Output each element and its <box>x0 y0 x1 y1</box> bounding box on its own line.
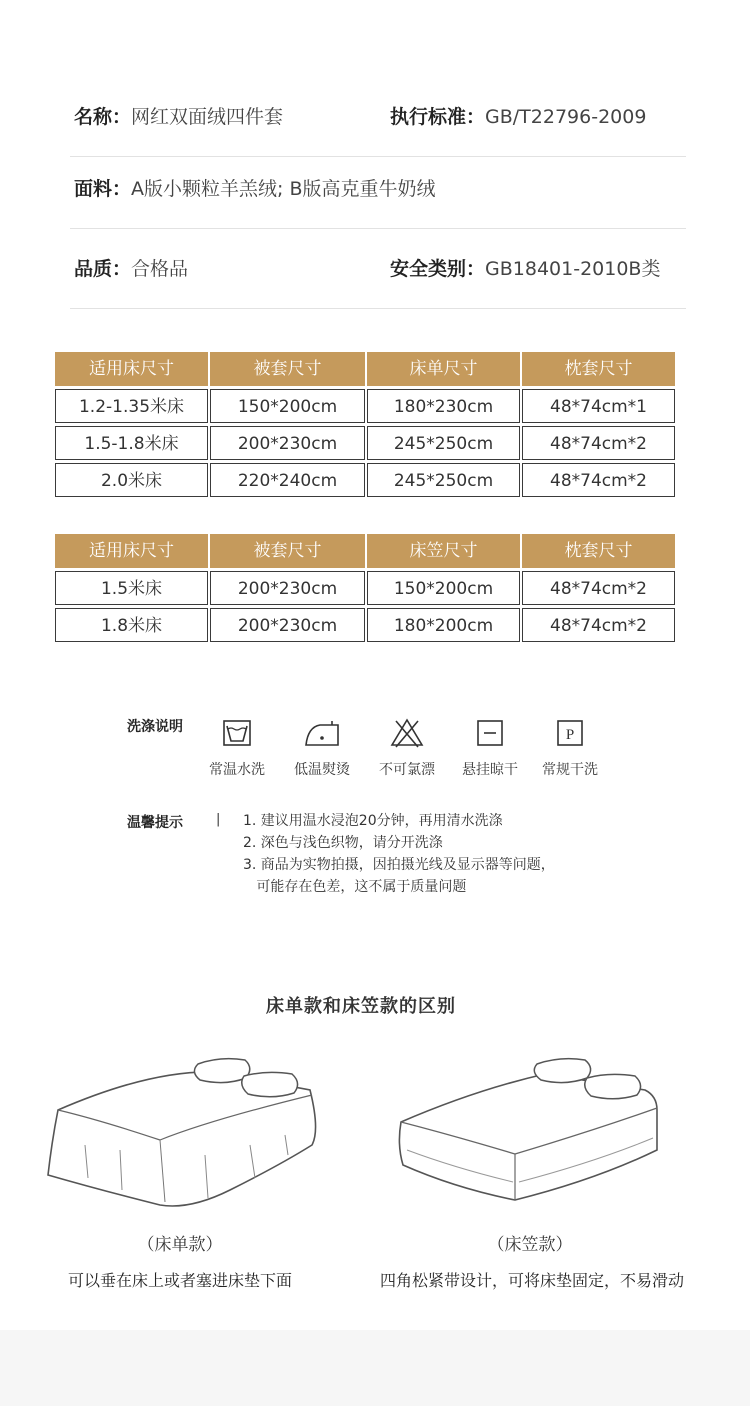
table-header-cell: 适用床尺寸 <box>55 352 208 386</box>
size-table-sheet <box>55 352 675 500</box>
tip-line: 可能存在色差，这不属于质量问题 <box>243 879 467 895</box>
table-cell: 1.8米床 <box>55 608 208 642</box>
fitted-sheet-description: 四角松紧带设计，可将床垫固定，不易滑动 <box>379 1271 684 1290</box>
name-value: 网红双面绒四件套 <box>131 106 284 128</box>
standard-value: GB/T22796-2009 <box>485 106 647 128</box>
table-cell: 1.5米床 <box>55 571 208 605</box>
table-header-cell: 枕套尺寸 <box>522 534 675 568</box>
table-row <box>55 426 675 460</box>
bottom-band <box>0 1330 750 1406</box>
difference-title: 床单款和床笠款的区别 <box>266 996 456 1017</box>
wash-item <box>197 717 277 779</box>
wash-label: 低温熨烫 <box>294 762 350 778</box>
size-table-fitted <box>55 534 675 645</box>
table-header-cell: 被套尺寸 <box>210 534 365 568</box>
table-cell: 1.2-1.35米床 <box>55 389 208 423</box>
tip-line: 1. 建议用温水浸泡20分钟，再用清水洗涤 <box>243 813 503 829</box>
standard-label: 执行标准： <box>390 106 486 128</box>
table-cell: 200*230cm <box>210 571 365 605</box>
tips-separator: | <box>216 812 221 827</box>
iron-icon <box>302 717 342 749</box>
table-cell: 180*230cm <box>367 389 520 423</box>
wash-item <box>530 717 610 779</box>
wash-tub-icon <box>221 717 253 749</box>
table-cell: 245*250cm <box>367 463 520 497</box>
table-header-cell: 床笠尺寸 <box>367 534 520 568</box>
quality-label: 品质： <box>74 258 132 280</box>
table-header-cell: 被套尺寸 <box>210 352 365 386</box>
no-bleach-icon <box>389 717 425 749</box>
wash-label: 悬挂晾干 <box>462 762 518 778</box>
table-header-cell: 枕套尺寸 <box>522 352 675 386</box>
table-cell: 1.5-1.8米床 <box>55 426 208 460</box>
dry-clean-icon <box>554 717 586 749</box>
spec-row-quality <box>70 230 686 309</box>
table-header-row <box>55 534 675 568</box>
hang-dry-icon <box>474 717 506 749</box>
dry-clean-symbol: P <box>565 727 575 743</box>
wash-item <box>282 717 362 779</box>
table-cell: 48*74cm*2 <box>522 426 675 460</box>
tip-line: 2. 深色与浅色织物，请分开洗涤 <box>243 835 443 851</box>
table-cell: 180*200cm <box>367 608 520 642</box>
table-cell: 48*74cm*2 <box>522 463 675 497</box>
table-row <box>55 571 675 605</box>
spec-row-name <box>70 78 686 157</box>
table-row <box>55 463 675 497</box>
table-row <box>55 389 675 423</box>
flat-sheet-description: 可以垂在床上或者塞进床垫下面 <box>67 1271 292 1290</box>
table-cell: 200*230cm <box>210 608 365 642</box>
table-header-cell: 适用床尺寸 <box>55 534 208 568</box>
flat-sheet-bed-illustration <box>40 1050 330 1220</box>
table-cell: 220*240cm <box>210 463 365 497</box>
flat-sheet-label: （床单款） <box>137 1235 223 1255</box>
tip-line: 3. 商品为实物拍摄，因拍摄光线及显示器等问题， <box>243 857 555 873</box>
table-header-cell: 床单尺寸 <box>367 352 520 386</box>
fitted-sheet-bed-illustration <box>395 1050 670 1220</box>
wash-item <box>450 717 530 779</box>
table-cell: 245*250cm <box>367 426 520 460</box>
spec-row-fabric <box>70 150 686 229</box>
table-cell: 48*74cm*1 <box>522 389 675 423</box>
fitted-sheet-label: （床笠款） <box>487 1235 573 1255</box>
table-cell: 48*74cm*2 <box>522 571 675 605</box>
table-cell: 200*230cm <box>210 426 365 460</box>
fabric-label: 面料： <box>74 178 132 200</box>
fabric-value: A版小颗粒羊羔绒; B版高克重牛奶绒 <box>131 178 436 200</box>
wash-label: 常规干洗 <box>542 762 598 778</box>
table-cell: 2.0米床 <box>55 463 208 497</box>
wash-title: 洗涤说明 <box>127 719 183 735</box>
table-header-row <box>55 352 675 386</box>
safety-value: GB18401-2010B类 <box>485 258 661 280</box>
table-cell: 150*200cm <box>210 389 365 423</box>
safety-label: 安全类别： <box>390 258 486 280</box>
quality-value: 合格品 <box>131 258 189 280</box>
name-label: 名称： <box>74 106 132 128</box>
wash-label: 不可氯漂 <box>379 762 435 778</box>
tips-list <box>243 810 555 898</box>
wash-item <box>367 717 447 779</box>
table-cell: 48*74cm*2 <box>522 608 675 642</box>
wash-label: 常温水洗 <box>209 762 265 778</box>
tips-title: 温馨提示 <box>127 815 183 831</box>
table-row <box>55 608 675 642</box>
table-cell: 150*200cm <box>367 571 520 605</box>
